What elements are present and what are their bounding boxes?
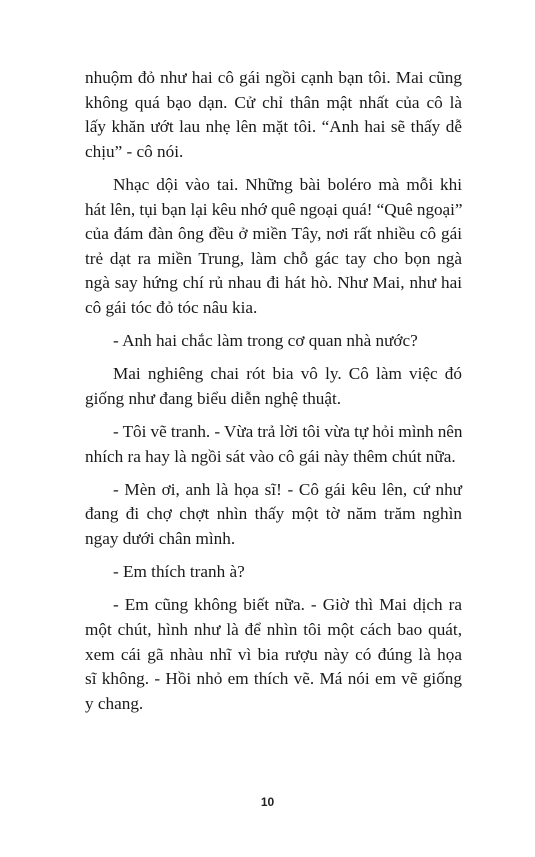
body-text xyxy=(85,66,462,725)
text-line: xem cái gã nhàu nhĩ vì bia rượu này có đúng là họa xyxy=(85,644,462,664)
text-line: cô gái tóc đỏ tóc nâu kia. xyxy=(85,297,258,317)
text-line: đang đi chợ chợt nhìn thấy một tờ năm trăm nghìn xyxy=(85,504,462,524)
text-line: - Mèn ơi, anh là họa sĩ! - Cô gái kêu lên, cứ như xyxy=(113,479,462,499)
paragraph xyxy=(85,560,462,585)
text-line: sĩ không. - Hồi nhỏ em thích vẽ. Má nói em vẽ giống xyxy=(85,669,462,689)
text-line: Nhạc dội vào tai. Những bài boléro mà mỗi khi xyxy=(113,174,462,194)
text-line: chịu” - cô nói. xyxy=(85,141,184,161)
text-line: trẻ dạt ra miền Trung, làm chỗ gác tay cho bọn ngà xyxy=(85,248,462,268)
text-line: - Tôi vẽ tranh. - Vừa trả lời tôi vừa tự hỏi mình nên xyxy=(113,422,463,442)
text-line: của đám đàn ông đều ở miền Tây, nơi rất nhiều cô gái xyxy=(85,224,462,244)
paragraph xyxy=(85,173,462,321)
text-line: không quá bạo dạn. Cử chỉ thân mật nhất của cô là xyxy=(85,92,462,112)
paragraph xyxy=(85,66,462,164)
paragraph xyxy=(85,329,462,354)
text-line: Mai nghiêng chai rót bia vô ly. Cô làm việc đó xyxy=(113,364,462,384)
page-number: 10 xyxy=(260,795,275,809)
paragraph xyxy=(85,478,462,552)
text-line: - Em cũng không biết nữa. - Giờ thì Mai dịch ra xyxy=(113,595,462,615)
text-line: nhuộm đỏ như hai cô gái ngồi cạnh bạn tôi. Mai cũng xyxy=(85,68,462,87)
paragraph xyxy=(85,593,462,716)
text-line: nhích ra hay là ngồi sát vào cô gái này thêm chút nữa. xyxy=(85,446,456,466)
text-line: ngay dưới chân mình. xyxy=(85,529,236,549)
paragraph xyxy=(85,362,462,411)
text-line: một chút, hình như là để nhìn tôi một cách bao quát, xyxy=(85,620,462,640)
text-line: y chang. xyxy=(85,693,144,713)
text-line: ngà say hứng chí rủ nhau đi hát hò. Như Mai, như hai xyxy=(85,273,462,293)
text-line: - Em thích tranh à? xyxy=(113,562,245,582)
paragraph xyxy=(85,420,462,469)
text-line: lấy khăn ướt lau nhẹ lên mặt tôi. “Anh hai sẽ thấy dễ xyxy=(85,117,462,137)
text-line: giống như đang biểu diễn nghệ thuật. xyxy=(85,388,342,408)
text-line: - Anh hai chắc làm trong cơ quan nhà nước? xyxy=(113,331,418,351)
text-line: hát lên, tụi bạn lại kêu nhớ quê ngoại quá! “Quê ngoại” xyxy=(85,199,463,219)
